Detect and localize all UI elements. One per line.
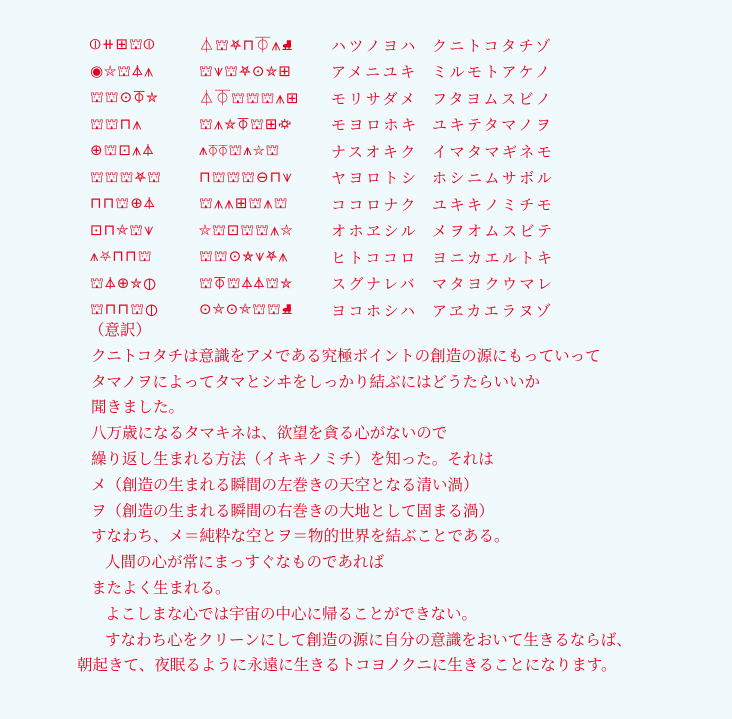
translation-line: またよく生まれる。 xyxy=(91,578,231,597)
woshite-glyphs-upper: ⊡⊓⛤⛫⩛ xyxy=(90,220,155,239)
translation-line: 聞きました。 xyxy=(91,398,185,417)
kana-reading-upper: ヨコホシハ xyxy=(331,301,418,320)
woshite-glyphs-lower: ⏃⏁⛫⛫⛫⩚⊞ xyxy=(199,89,300,108)
verse-row xyxy=(90,59,650,86)
translation-line: 人間の心が常にまっすぐなものであれば xyxy=(105,553,385,572)
kana-reading-upper: スグナレバ xyxy=(331,275,418,294)
woshite-glyphs-lower: ⛫⛫⊙⛤⩛⛧⩚ xyxy=(199,247,289,266)
woshite-glyphs-lower: ⛥⛫⊡⛫⛫⩚⛥ xyxy=(199,220,294,239)
kana-reading-upper: モリサダメ xyxy=(331,89,418,108)
woshite-glyphs-lower: ⛫⩛⛫⛧⊙⛥⊞ xyxy=(199,61,292,80)
verse-row xyxy=(90,271,650,298)
kana-reading-upper: ヤヨロトシ xyxy=(331,169,419,188)
verse-row xyxy=(90,244,650,271)
verse-row xyxy=(90,112,650,139)
translation-line: タマノヲによってタマとシヰをしっかり結ぶにはどうたらいいか xyxy=(91,372,541,391)
woshite-glyphs-upper: ⩚⛧⊓⊓⛫ xyxy=(90,247,153,266)
kana-reading-lower: イマタマギネモ xyxy=(432,142,555,161)
woshite-glyphs-lower: ⊙⛤⊙⛤⛫⛫⛸ xyxy=(199,300,294,319)
verse-row xyxy=(90,85,650,112)
verse-row xyxy=(90,191,650,218)
translation-line: メ（創造の生まれる瞬間の左巻きの天空となる清い渦） xyxy=(91,475,479,494)
translation-line: 八万歳になるタマキネは、欲望を貪る心がないので xyxy=(91,424,448,443)
kana-reading-lower: フタヨムスビノ xyxy=(432,89,554,108)
woshite-glyphs-lower: ⊓⛫⛫⛫⊖⊓⩛ xyxy=(199,167,293,186)
translation-line: 繰り返し生まれる方法（イキキノミチ）を知った。それは xyxy=(91,449,494,468)
kana-reading-lower: ユキテタマノヲ xyxy=(432,116,554,135)
woshite-glyphs-lower: ⛫⩚⩚⊞⛫⩚⛫ xyxy=(199,194,289,213)
kana-reading-lower: ミルモトアケノ xyxy=(432,63,553,82)
kana-reading-upper: ハツノヨハ xyxy=(331,36,418,55)
kana-reading-lower: ホシニムサボル xyxy=(432,169,555,188)
woshite-glyphs-upper: ⛫⛫⊓⩚ xyxy=(90,114,143,133)
translation-line: ヲ（創造の生まれる瞬間の右巻きの大地として固まる渦） xyxy=(91,501,495,520)
translation-block xyxy=(77,318,727,679)
kana-reading-upper: ナスオキク xyxy=(331,142,418,161)
kana-reading-upper: ココロナク xyxy=(331,195,418,214)
kana-reading-upper: アメニユキ xyxy=(331,63,418,82)
translation-line: 朝起きて、夜眠るように永遠に生きるトコヨノクニに生きることになります。 xyxy=(77,656,617,675)
woshite-glyphs-upper: ⛫⏃⊕⛥⦶ xyxy=(90,273,158,292)
kana-reading-lower: ヨニカエルトキ xyxy=(432,248,555,267)
kana-reading-lower: ユキキノミチモ xyxy=(432,195,555,214)
verse-row xyxy=(90,165,650,192)
woshite-glyphs-upper: ⊕⛫⊡⩚⏃ xyxy=(90,141,155,160)
woshite-glyphs-lower: ⩚⏁⏁⛫⩚⛥⛫ xyxy=(199,141,281,160)
verse-row xyxy=(90,138,650,165)
kana-reading-lower: クニトコタチゾ xyxy=(432,36,553,55)
woshite-glyphs-lower: ⛫⏁⛫⏃⏃⛫⛥ xyxy=(199,273,293,292)
woshite-glyphs-upper: ⦶⧺⊞⛫⦶ xyxy=(90,35,156,54)
kana-reading-lower: メヲオムスビテ xyxy=(432,222,555,241)
translation-line: すなわち心をクリーンにして創造の源に自分の意識をおいて生きるならば、 xyxy=(105,630,632,649)
kana-reading-lower: アヱカエラヌゾ xyxy=(432,301,554,320)
translation-line: すなわち、メ＝純粋な空とヲ＝物的世界を結ぶことである。 xyxy=(91,527,510,546)
woshite-glyphs-upper: ⛫⛫⛫⛧⛫ xyxy=(90,167,162,186)
verse-row xyxy=(90,218,650,245)
woshite-glyphs-lower: ⛫⩚⛥⏁⛫⊞⛮ xyxy=(199,114,293,133)
woshite-glyphs-upper: ⊓⊓⛫⊕⏃ xyxy=(90,194,156,213)
woshite-glyphs-upper: ◉⛥⛫⏃⩚ xyxy=(90,61,155,80)
woshite-glyphs-upper: ⛫⛫⊙⏁⛥ xyxy=(90,88,159,107)
verse-row xyxy=(90,32,650,59)
translation-heading: （意訳） xyxy=(89,321,152,339)
kana-reading-lower: マタヨクウマレ xyxy=(432,275,555,294)
translation-line: よこしまな心では宇宙の中心に帰ることができない。 xyxy=(105,604,478,623)
hotsuma-verse-block xyxy=(90,32,650,324)
kana-reading-upper: オホヱシル xyxy=(331,222,419,241)
translation-line: クニトコタチは意識をアメである究極ポイントの創造の源にもっていって xyxy=(91,346,601,365)
kana-reading-upper: ヒトココロ xyxy=(331,248,418,267)
woshite-glyphs-lower: ⏃⛫⛧⊓⏁⩚⛸ xyxy=(199,36,294,55)
woshite-glyphs-upper: ⛫⊓⊓⛫⦶ xyxy=(90,300,159,319)
kana-reading-upper: モヨロホキ xyxy=(331,116,419,135)
